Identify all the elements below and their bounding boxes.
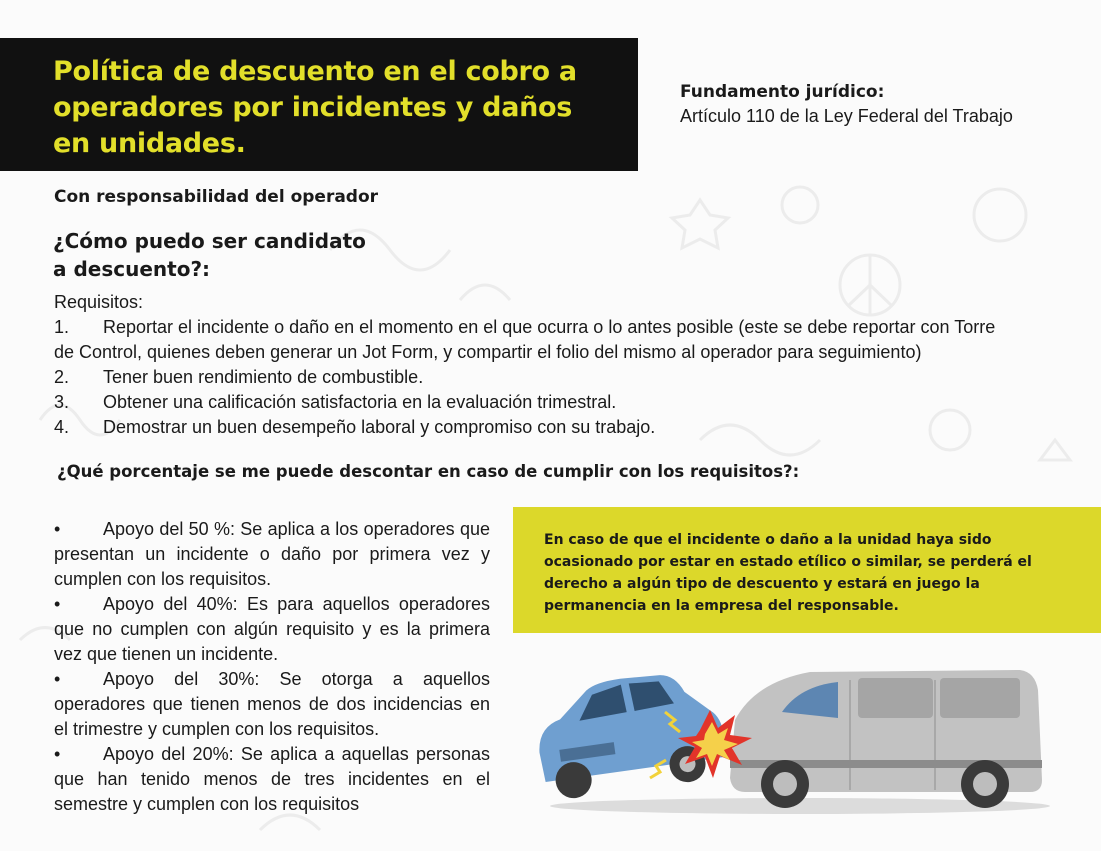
requirement-number: 3. — [54, 392, 70, 412]
bullet-icon: • — [54, 744, 61, 764]
support-item — [54, 667, 490, 742]
legal-basis-text: Artículo 110 de la Ley Federal del Trabajo — [680, 106, 1013, 126]
requirement-number: 4. — [54, 417, 70, 437]
requirement-item — [54, 365, 1064, 390]
support-item — [54, 742, 490, 817]
title-banner — [0, 38, 638, 171]
discount-question: ¿Qué porcentaje se me puede descontar en caso de cumplir con los requisitos?: — [57, 462, 800, 481]
support-text: Apoyo del 20%: Se aplica a aquellas personas que han tenido menos de tres incidentes en el semestre y cumplen con los requisitos — [54, 744, 490, 814]
section-subtitle: Con responsabilidad del operador — [54, 187, 379, 207]
requirements-list — [54, 290, 1064, 440]
requirement-item — [54, 390, 1064, 415]
candidate-question: ¿Cómo puedo ser candidato a descuento?: — [53, 229, 366, 281]
bullet-icon: • — [54, 519, 61, 539]
requirement-text-continued: de Control, quienes deben generar un Jot Form, y compartir el folio del mismo al operador para seguimiento) — [54, 342, 922, 362]
legal-basis — [680, 80, 1013, 128]
support-text: Apoyo del 30%: Se otorga a aquellos operadores que tienen menos de dos incidencias en el trimestre y cumplen con los requisitos. — [54, 669, 490, 739]
requirement-text: Obtener una calificación satisfactoria en la evaluación trimestral. — [103, 392, 617, 412]
warning-notice-text: En caso de que el incidente o daño a la unidad haya sido ocasionado por estar en estado etílico o similar, se perderá el derecho a algún tipo de descuento y estará en juego la permanencia en la empresa del responsable. — [544, 532, 1032, 614]
page-title: Política de descuento en el cobro a operadores por incidentes y daños en unidades. — [53, 56, 577, 159]
bullet-icon: • — [54, 669, 61, 689]
requirements-label: Requisitos: — [54, 292, 144, 312]
requirement-text: Demostrar un buen desempeño laboral y compromiso con su trabajo. — [103, 417, 656, 437]
support-item — [54, 517, 490, 592]
support-list — [54, 517, 490, 817]
requirement-item — [54, 315, 1064, 340]
requirement-text: Tener buen rendimiento de combustible. — [103, 367, 424, 387]
warning-notice-box — [513, 507, 1101, 633]
requirement-item — [54, 415, 1064, 440]
van-icon — [730, 670, 1042, 808]
support-item — [54, 592, 490, 667]
bullet-icon: • — [54, 594, 61, 614]
car-crash-illustration — [520, 660, 1080, 820]
requirement-text: Reportar el incidente o daño en el momento en el que ocurra o lo antes posible (este se debe reportar con Torre — [103, 317, 996, 337]
support-text: Apoyo del 50 %: Se aplica a los operadores que presentan un incidente o daño por primera vez y cumplen con los requisitos. — [54, 519, 490, 589]
legal-basis-label: Fundamento jurídico: — [680, 82, 885, 102]
requirement-number: 1. — [54, 317, 70, 337]
requirement-number: 2. — [54, 367, 70, 387]
support-text: Apoyo del 40%: Es para aquellos operadores que no cumplen con algún requisito y es la primera vez que tienen un incidente. — [54, 594, 490, 664]
